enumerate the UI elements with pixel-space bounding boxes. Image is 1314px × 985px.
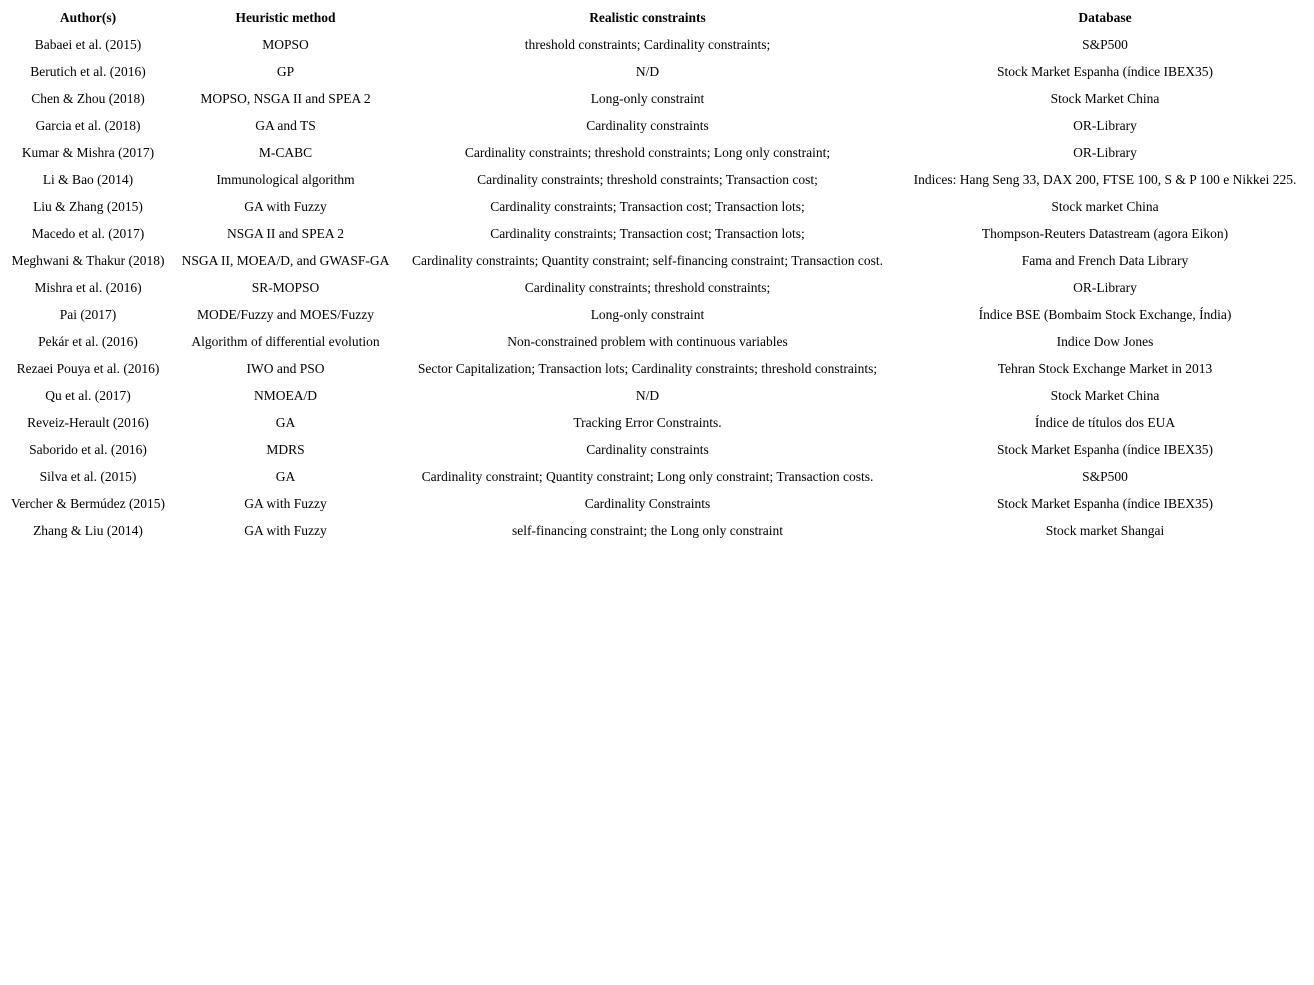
cell-author: Li & Bao (2014) xyxy=(42,172,134,187)
table-row xyxy=(2,274,1312,301)
cell-author: Chen & Zhou (2018) xyxy=(31,91,145,106)
cell-realistic-constraints: Tracking Error Constraints. xyxy=(573,415,722,430)
cell-database: Stock Market Espanha (índice IBEX35) xyxy=(997,64,1213,79)
cell-heuristic-method: M-CABC xyxy=(258,145,313,160)
cell-database: OR-Library xyxy=(1073,145,1137,160)
header-row xyxy=(2,4,1312,31)
table-row xyxy=(2,58,1312,85)
cell-heuristic-method: GA with Fuzzy xyxy=(244,496,327,511)
cell-author: Vercher & Bermúdez (2015) xyxy=(10,496,166,511)
table-body xyxy=(2,31,1312,544)
cell-realistic-constraints: Non-constrained problem with continuous variables xyxy=(507,334,788,349)
cell-author: Pai (2017) xyxy=(59,307,117,322)
cell-heuristic-method: GP xyxy=(276,64,295,79)
header-realistic-constraints: Realistic constraints xyxy=(589,10,706,25)
cell-database: OR-Library xyxy=(1073,118,1137,133)
cell-heuristic-method: Immunological algorithm xyxy=(216,172,355,187)
table-row xyxy=(2,220,1312,247)
cell-author: Mishra et al. (2016) xyxy=(34,280,142,295)
cell-author: Meghwani & Thakur (2018) xyxy=(11,253,165,268)
cell-author: Macedo et al. (2017) xyxy=(31,226,145,241)
cell-database: Tehran Stock Exchange Market in 2013 xyxy=(997,361,1213,376)
table-row xyxy=(2,382,1312,409)
literature-table xyxy=(2,4,1312,544)
cell-database: Stock Market Espanha (índice IBEX35) xyxy=(997,442,1213,457)
cell-author: Zhang & Liu (2014) xyxy=(33,523,143,538)
table-row xyxy=(2,31,1312,58)
cell-database: Stock Market Espanha (índice IBEX35) xyxy=(997,496,1213,511)
cell-author: Qu et al. (2017) xyxy=(45,388,131,403)
cell-realistic-constraints: Cardinality constraints; Transaction cost; Transaction lots; xyxy=(490,226,805,241)
cell-realistic-constraints: N/D xyxy=(635,64,660,79)
cell-author: Kumar & Mishra (2017) xyxy=(21,145,155,160)
cell-database: OR-Library xyxy=(1073,280,1137,295)
table-row xyxy=(2,436,1312,463)
cell-author: Babaei et al. (2015) xyxy=(34,37,142,52)
table-row xyxy=(2,328,1312,355)
cell-database: Stock Market China xyxy=(1050,91,1160,106)
cell-realistic-constraints: Cardinality constraints; threshold constraints; Long only constraint; xyxy=(464,145,831,160)
table-row xyxy=(2,247,1312,274)
cell-heuristic-method: Algorithm of differential evolution xyxy=(191,334,380,349)
cell-database: Thompson-Reuters Datastream (agora Eikon) xyxy=(981,226,1229,241)
cell-realistic-constraints: Long-only constraint xyxy=(590,307,705,322)
table-row xyxy=(2,166,1312,193)
cell-author: Silva et al. (2015) xyxy=(39,469,137,484)
cell-heuristic-method: GA xyxy=(275,469,296,484)
cell-database: S&P500 xyxy=(1082,37,1128,52)
cell-heuristic-method: NSGA II, MOEA/D, and GWASF-GA xyxy=(181,253,390,268)
cell-heuristic-method: GA with Fuzzy xyxy=(244,523,327,538)
cell-realistic-constraints: self-financing constraint; the Long only constraint xyxy=(511,523,784,538)
cell-database: Índice de títulos dos EUA xyxy=(1034,415,1176,430)
table-row xyxy=(2,517,1312,544)
header-database: Database xyxy=(1078,10,1132,25)
cell-realistic-constraints: Sector Capitalization; Transaction lots; Cardinality constraints; threshold constraints; xyxy=(417,361,878,376)
cell-database: S&P500 xyxy=(1082,469,1128,484)
cell-realistic-constraints: Long-only constraint xyxy=(590,91,705,106)
table-row xyxy=(2,355,1312,382)
cell-heuristic-method: GA with Fuzzy xyxy=(244,199,327,214)
cell-heuristic-method: MOPSO xyxy=(262,37,309,52)
table-row xyxy=(2,490,1312,517)
cell-realistic-constraints: Cardinality constraints; threshold constraints; xyxy=(524,280,771,295)
cell-author: Berutich et al. (2016) xyxy=(30,64,146,79)
cell-database: Stock market China xyxy=(1051,199,1159,214)
table-row xyxy=(2,139,1312,166)
cell-heuristic-method: IWO and PSO xyxy=(246,361,325,376)
cell-heuristic-method: MOPSO, NSGA II and SPEA 2 xyxy=(200,91,371,106)
cell-heuristic-method: SR-MOPSO xyxy=(251,280,320,295)
cell-realistic-constraints: Cardinality constraints; Transaction cost; Transaction lots; xyxy=(490,199,805,214)
cell-database: Indice Dow Jones xyxy=(1056,334,1154,349)
cell-author: Rezaei Pouya et al. (2016) xyxy=(16,361,160,376)
table-header xyxy=(2,4,1312,31)
table-row xyxy=(2,463,1312,490)
cell-author: Saborido et al. (2016) xyxy=(29,442,147,457)
cell-author: Garcia et al. (2018) xyxy=(35,118,141,133)
cell-heuristic-method: MDRS xyxy=(266,442,305,457)
cell-realistic-constraints: threshold constraints; Cardinality constraints; xyxy=(524,37,771,52)
cell-database: Indices: Hang Seng 33, DAX 200, FTSE 100, S & P 100 e Nikkei 225. xyxy=(913,172,1297,187)
table-row xyxy=(2,112,1312,139)
table-row xyxy=(2,409,1312,436)
cell-realistic-constraints: Cardinality constraint; Quantity constraint; Long only constraint; Transaction costs. xyxy=(421,469,874,484)
cell-author: Reveiz-Herault (2016) xyxy=(27,415,149,430)
table-row xyxy=(2,301,1312,328)
table-row xyxy=(2,193,1312,220)
cell-heuristic-method: NMOEA/D xyxy=(254,388,317,403)
cell-database: Fama and French Data Library xyxy=(1021,253,1189,268)
cell-database: Índice BSE (Bombaim Stock Exchange, Índia) xyxy=(978,307,1232,322)
cell-heuristic-method: MODE/Fuzzy and MOES/Fuzzy xyxy=(197,307,374,322)
cell-realistic-constraints: Cardinality constraints; Quantity constraint; self-financing constraint; Transaction cost. xyxy=(412,253,883,268)
cell-database: Stock market Shangai xyxy=(1045,523,1165,538)
cell-realistic-constraints: Cardinality constraints xyxy=(586,118,709,133)
table-row xyxy=(2,85,1312,112)
cell-database: Stock Market China xyxy=(1050,388,1160,403)
header-heuristic-method: Heuristic method xyxy=(235,10,336,25)
cell-heuristic-method: GA xyxy=(275,415,296,430)
header-authors: Author(s) xyxy=(59,10,117,25)
cell-realistic-constraints: Cardinality constraints xyxy=(586,442,709,457)
cell-author: Liu & Zhang (2015) xyxy=(33,199,143,214)
cell-realistic-constraints: Cardinality Constraints xyxy=(584,496,711,511)
cell-author: Pekár et al. (2016) xyxy=(38,334,138,349)
cell-heuristic-method: GA and TS xyxy=(255,118,316,133)
cell-realistic-constraints: Cardinality constraints; threshold constraints; Transaction cost; xyxy=(477,172,818,187)
cell-realistic-constraints: N/D xyxy=(635,388,660,403)
cell-heuristic-method: NSGA II and SPEA 2 xyxy=(226,226,344,241)
